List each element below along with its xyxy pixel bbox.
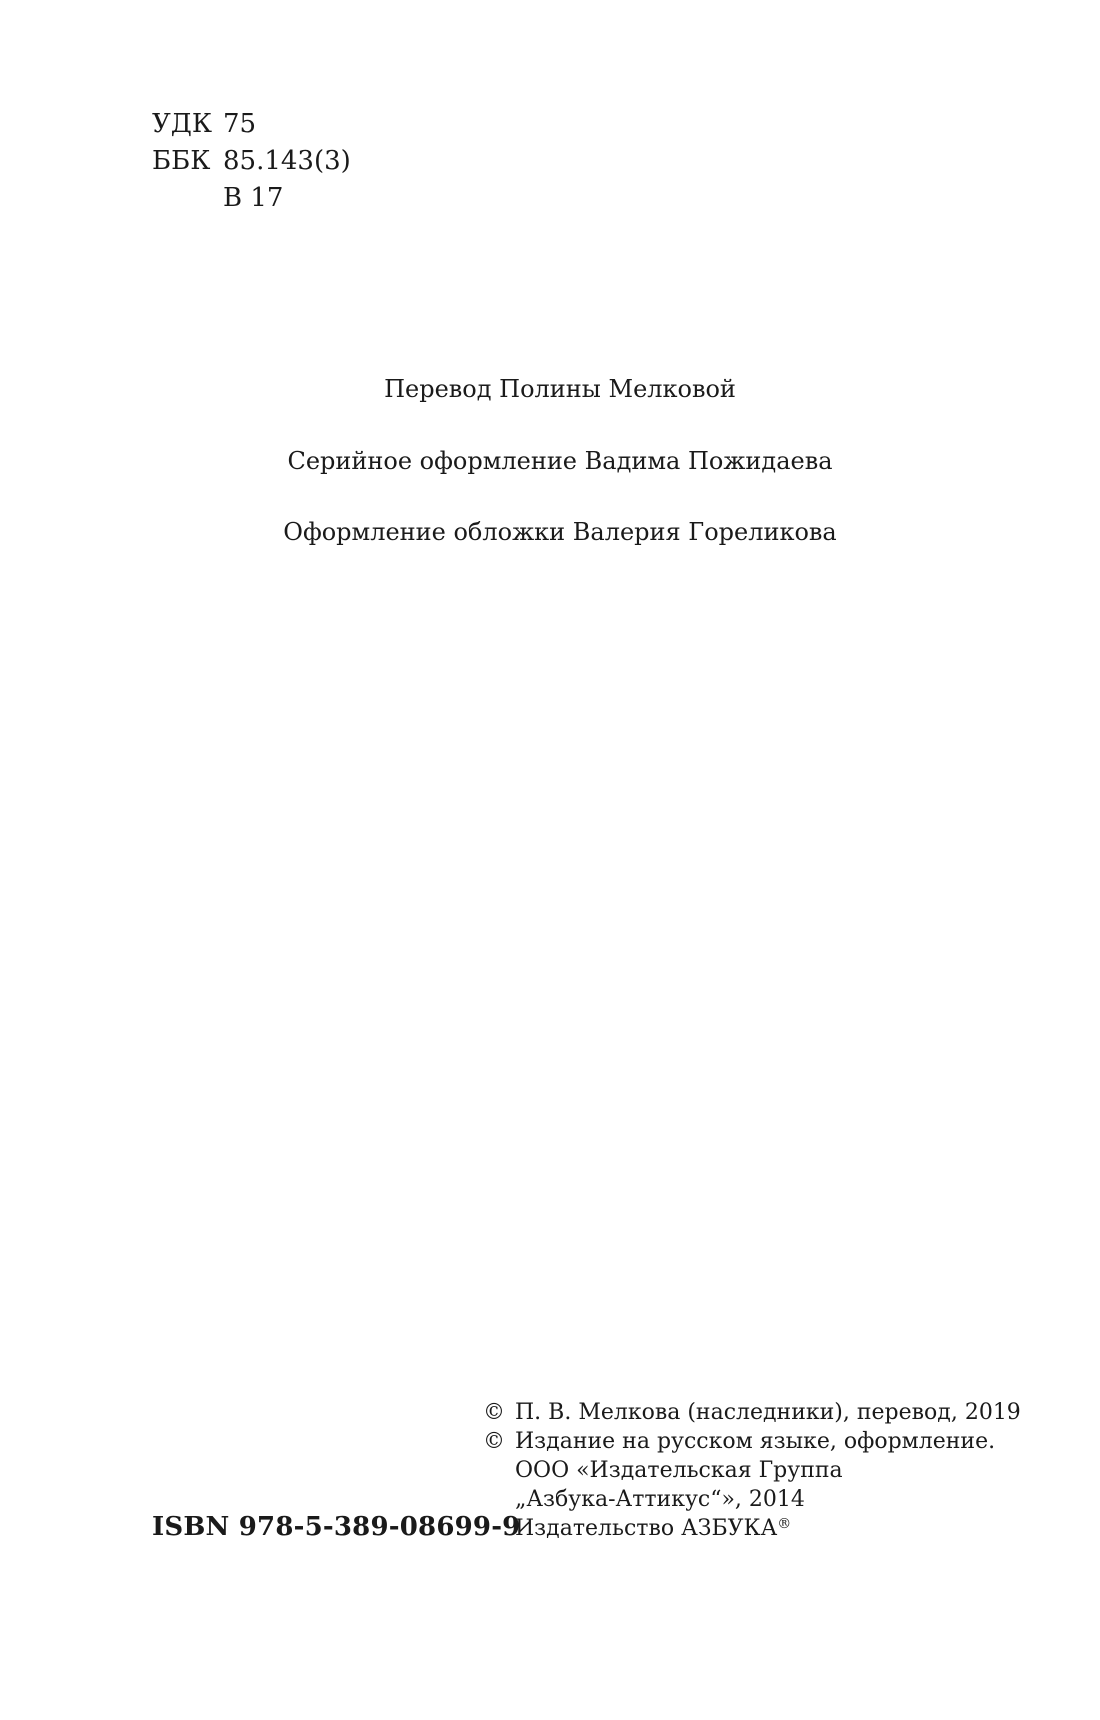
bbk-value: 85.143(3) [223,146,351,176]
author-mark-row [152,180,351,217]
series-design-credit: Серийное оформление Вадима Пожидаева [287,447,833,475]
bbk-row [152,143,351,180]
copyright-translation-text: П. В. Мелкова (наследники), перевод, 2019 [515,1400,1021,1425]
copyright-symbol: © [483,1429,505,1454]
copyright-row-edition [483,1427,1021,1456]
udk-label: УДК [152,109,213,139]
udk-row [152,106,351,143]
publisher-imprint-line [483,1514,1021,1543]
registered-mark: ® [777,1516,792,1532]
copyright-symbol: © [483,1400,505,1425]
bbk-label: ББК [152,146,211,176]
copyright-block [483,1398,1021,1543]
copyright-publisher-year-line: „Азбука-Аттикус“», 2014 [515,1487,805,1512]
translation-credit: Перевод Полины Мелковой [384,375,736,403]
library-classification [152,106,351,217]
cover-design-credit: Оформление обложки Валерия Гореликова [283,518,837,546]
isbn: ISBN 978-5-389-08699-9 [152,1512,521,1542]
publisher-imprint: Издательство АЗБУКА [515,1516,778,1541]
author-mark: В 17 [223,183,284,213]
udk-value: 75 [223,109,257,139]
copyright-edition-text: Издание на русском языке, оформление. [515,1429,996,1454]
copyright-publisher-line: ООО «Издательская Группа [515,1458,843,1483]
copyright-row-translation [483,1398,1021,1427]
